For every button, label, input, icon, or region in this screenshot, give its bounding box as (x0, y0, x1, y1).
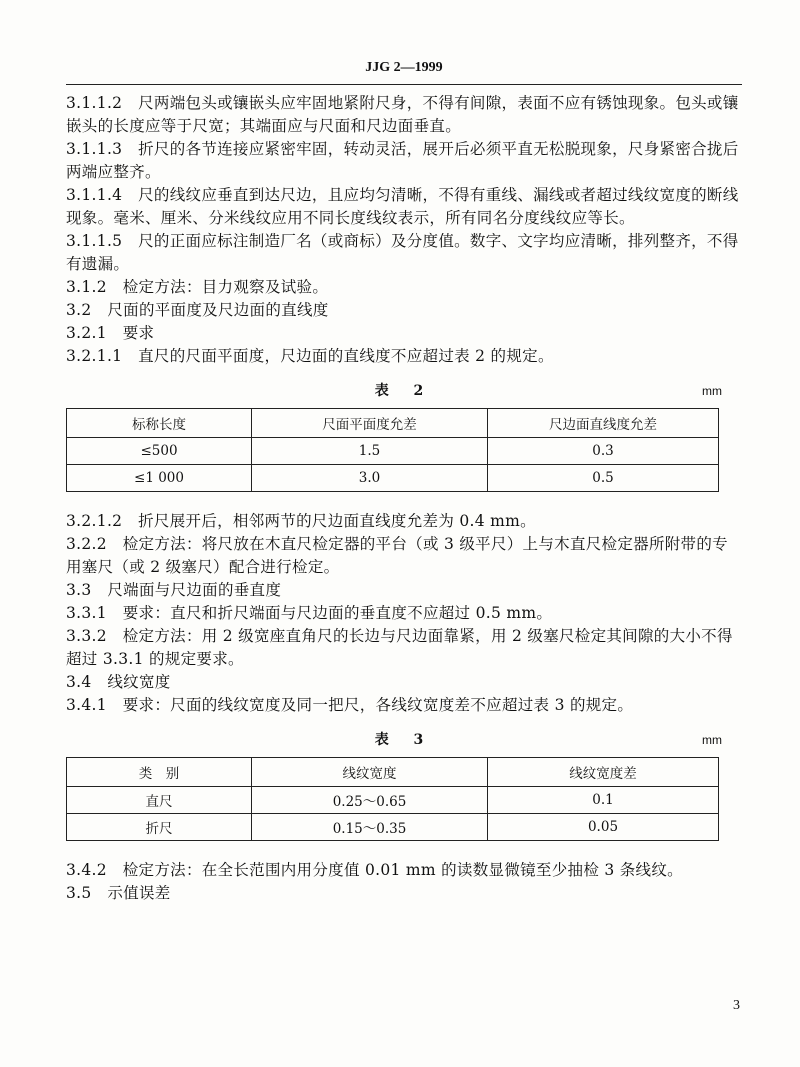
clause-3-4-1: 3.4.1 要求：尺面的线纹宽度及同一把尺，各线纹宽度差不应超过表 3 的规定。 (66, 696, 634, 714)
section-3-4-heading: 3.4 线纹宽度 (66, 673, 171, 691)
table3-caption: 表 3 (374, 732, 434, 748)
table3-header-cell: 线纹宽度差 (488, 758, 719, 787)
table-cell: 3.0 (252, 465, 488, 492)
table2-unit: mm (702, 384, 722, 398)
table3-header-row (67, 758, 719, 787)
table2 (66, 408, 719, 492)
table-cell: 0.15～0.35 (252, 814, 488, 841)
table-cell: 0.25～0.65 (252, 787, 488, 814)
table-cell: 折尺 (67, 814, 252, 841)
table-cell: 0.05 (488, 814, 719, 841)
clause-3-1-1-4: 3.1.1.4 尺的线纹应垂直到达尺边，且应均匀清晰，不得有重线、漏线或者超过线纹宽度的断线现象。毫米、厘米、分米线纹应用不同长度线纹表示，所有同名分度线纹应等长。 (66, 186, 739, 227)
table-cell: 0.3 (488, 438, 719, 465)
table-row (67, 787, 719, 814)
table2-caption: 表 2 (374, 383, 434, 399)
table3-header-cell: 类 别 (67, 758, 252, 787)
table2-header-row (67, 409, 719, 438)
clause-3-2-1-1: 3.2.1.1 直尺的尺面平面度，尺边面的直线度不应超过表 2 的规定。 (66, 347, 554, 365)
table3 (66, 757, 719, 841)
table-row (67, 465, 719, 492)
table-cell: 0.1 (488, 787, 719, 814)
table-cell: ≤1 000 (67, 465, 252, 492)
page-body (66, 92, 742, 905)
table-row (67, 438, 719, 465)
clause-3-1-1-5: 3.1.1.5 尺的正面应标注制造厂名（或商标）及分度值。数字、文字均应清晰，排列整齐，不得有遗漏。 (66, 232, 739, 273)
running-header: JJG 2—1999 (365, 60, 443, 75)
page-number: 3 (733, 998, 740, 1013)
clause-3-1-1-2: 3.1.1.2 尺两端包头或镶嵌头应牢固地紧附尺身，不得有间隙，表面不应有锈蚀现象。包头或镶嵌头的长度应等于尺宽；其端面应与尺面和尺边面垂直。 (66, 94, 739, 135)
table3-header-cell: 线纹宽度 (252, 758, 488, 787)
table2-header-cell: 尺边面直线度允差 (488, 409, 719, 438)
clause-3-1-1-3: 3.1.1.3 折尺的各节连接应紧密牢固，转动灵活，展开后必须平直无松脱现象，尺身紧密合拢后两端应整齐。 (66, 140, 739, 181)
table-cell: 1.5 (252, 438, 488, 465)
table-cell: 直尺 (67, 787, 252, 814)
clause-3-2-2: 3.2.2 检定方法：将尺放在木直尺检定器的平台（或 3 级平尺）上与木直尺检定器所附带的专用塞尺（或 2 级塞尺）配合进行检定。 (66, 535, 728, 576)
clause-3-2-1: 3.2.1 要求 (66, 324, 155, 342)
table2-header-cell: 标称长度 (67, 409, 252, 438)
table2-header-cell: 尺面平面度允差 (252, 409, 488, 438)
clause-3-4-2: 3.4.2 检定方法：在全长范围内用分度值 0.01 mm 的读数显微镜至少抽检 3 条线纹。 (66, 861, 683, 879)
table-row (67, 814, 719, 841)
section-3-3-heading: 3.3 尺端面与尺边面的垂直度 (66, 581, 282, 599)
clause-3-2-1-2: 3.2.1.2 折尺展开后，相邻两节的尺边面直线度允差为 0.4 mm。 (66, 512, 536, 530)
table3-unit: mm (702, 733, 722, 747)
table-cell: ≤500 (67, 438, 252, 465)
clause-3-1-2: 3.1.2 检定方法：目力观察及试验。 (66, 278, 329, 296)
section-3-2-heading: 3.2 尺面的平面度及尺边面的直线度 (66, 301, 329, 319)
header-rule (66, 84, 742, 85)
table3-caption-row (66, 717, 742, 757)
table-cell: 0.5 (488, 465, 719, 492)
table2-caption-row (66, 368, 742, 408)
clause-3-3-2: 3.3.2 检定方法：用 2 级宽座直角尺的长边与尺边面靠紧，用 2 级塞尺检定其间隙的大小不得超过 3.3.1 的规定要求。 (66, 627, 733, 668)
clause-3-3-1: 3.3.1 要求：直尺和折尺端面与尺边面的垂直度不应超过 0.5 mm。 (66, 604, 553, 622)
section-3-5-heading: 3.5 示值误差 (66, 884, 171, 902)
